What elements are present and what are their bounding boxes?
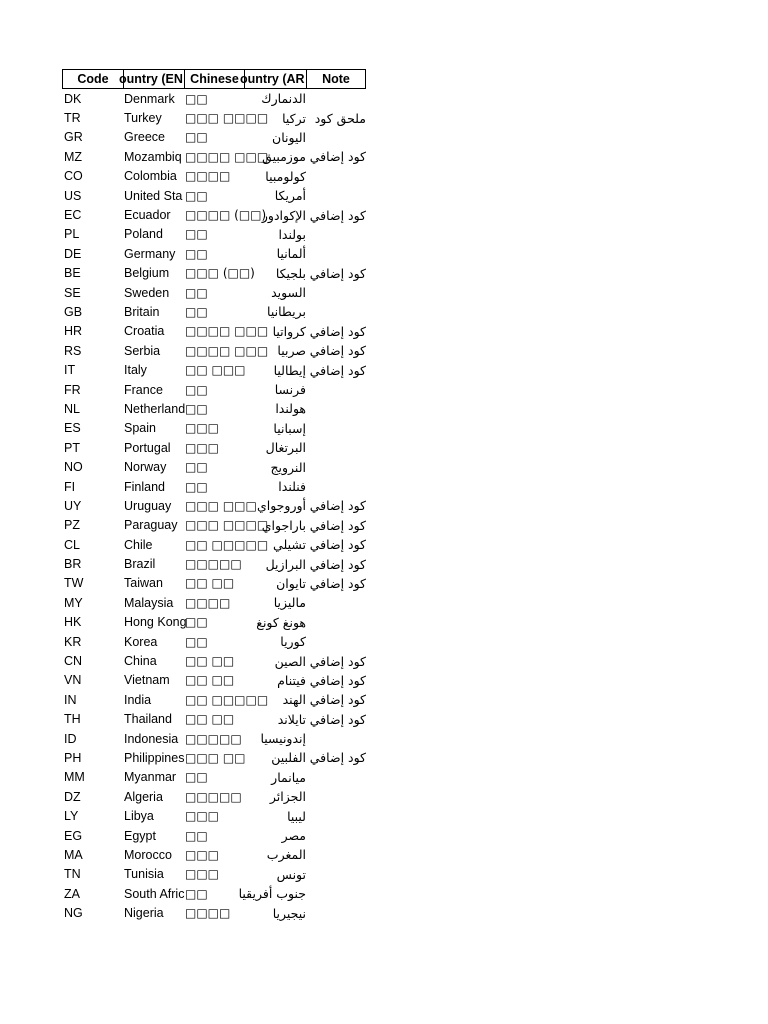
cell-country-ar: ألمانيا bbox=[276, 246, 306, 262]
table-row bbox=[62, 380, 366, 399]
cell-chinese: □□□ bbox=[185, 867, 220, 882]
cell-country-en: Finland bbox=[124, 479, 165, 494]
cell-country-ar: الجزائر bbox=[269, 789, 306, 805]
table-row bbox=[62, 89, 366, 108]
table-row bbox=[62, 399, 366, 418]
cell-country-ar: تركيا bbox=[282, 110, 306, 126]
cell-country-ar: إندونيسيا bbox=[260, 731, 306, 747]
cell-country-en: Turkey bbox=[124, 111, 162, 126]
cell-country-ar: باراجواي bbox=[261, 517, 306, 533]
cell-country-ar: تشيلي bbox=[273, 537, 306, 553]
table-row bbox=[62, 535, 366, 554]
cell-code: CN bbox=[64, 654, 83, 669]
cell-note: كود إضافي bbox=[309, 575, 366, 591]
cell-country-ar: فنلندا bbox=[278, 479, 306, 494]
cell-country-en: France bbox=[124, 382, 163, 397]
table-row bbox=[62, 671, 366, 690]
cell-country-ar: ماليزيا bbox=[273, 595, 306, 611]
cell-country-en: Nigeria bbox=[124, 906, 164, 921]
cell-chinese: □□□□ bbox=[185, 906, 231, 921]
table-row bbox=[62, 768, 366, 787]
cell-country-en: Croatia bbox=[124, 324, 165, 339]
cell-country-en: Poland bbox=[124, 227, 163, 242]
cell-code: UY bbox=[64, 498, 82, 513]
table-row bbox=[62, 903, 366, 922]
cell-code: ZA bbox=[64, 886, 80, 901]
cell-country-en: South Afric bbox=[124, 886, 185, 901]
table-row bbox=[62, 806, 366, 825]
cell-chinese: □□□□ bbox=[185, 169, 231, 184]
table-row bbox=[62, 167, 366, 186]
cell-chinese: □□□□ □□□ bbox=[185, 149, 269, 164]
table-row bbox=[62, 729, 366, 748]
cell-country-en: Chile bbox=[124, 537, 153, 552]
cell-code: VN bbox=[64, 673, 82, 688]
cell-code: NG bbox=[64, 906, 83, 921]
cell-country-en: India bbox=[124, 692, 152, 707]
cell-code: KR bbox=[64, 634, 82, 649]
table-row bbox=[62, 128, 366, 147]
cell-chinese: □□□ □□□ bbox=[185, 498, 257, 513]
table-row bbox=[62, 225, 366, 244]
cell-country-ar: إيطاليا bbox=[273, 362, 306, 378]
cell-country-ar: كرواتيا bbox=[272, 323, 306, 339]
cell-note: كود إضافي bbox=[309, 556, 366, 572]
cell-code: CL bbox=[64, 537, 80, 552]
cell-country-en: Denmark bbox=[124, 91, 175, 106]
table-body bbox=[62, 89, 366, 923]
cell-code: ID bbox=[64, 731, 77, 746]
cell-country-en: Libya bbox=[124, 809, 154, 824]
cell-chinese: □□ □□□□□ bbox=[185, 692, 269, 707]
cell-country-en: Mozambiq bbox=[124, 149, 182, 164]
cell-code: BR bbox=[64, 557, 82, 572]
cell-code: MY bbox=[64, 595, 83, 610]
cell-note: ملحق كود bbox=[314, 110, 366, 126]
cell-country-en: Taiwan bbox=[124, 576, 163, 591]
cell-country-ar: جنوب أفريقيا bbox=[238, 886, 306, 902]
cell-chinese: □□ □□ bbox=[185, 654, 235, 669]
table-row bbox=[62, 147, 366, 166]
cell-country-en: United Sta bbox=[124, 188, 183, 203]
cell-note: كود إضافي bbox=[309, 672, 366, 688]
table-row bbox=[62, 865, 366, 884]
cell-country-ar: ميانمار bbox=[271, 769, 306, 785]
header-country-ar: ountry (AR bbox=[244, 69, 306, 89]
cell-country-en: Greece bbox=[124, 130, 165, 145]
table-row bbox=[62, 186, 366, 205]
cell-chinese: □□ □□□□□ bbox=[185, 537, 269, 552]
cell-country-en: Tunisia bbox=[124, 867, 164, 882]
cell-country-en: Brazil bbox=[124, 557, 156, 572]
cell-note: كود إضافي bbox=[309, 265, 366, 281]
cell-chinese: □□□ bbox=[185, 440, 220, 455]
cell-note: كود إضافي bbox=[309, 692, 366, 708]
cell-country-ar: فرنسا bbox=[274, 382, 306, 398]
cell-note: كود إضافي bbox=[309, 750, 366, 766]
cell-code: HR bbox=[64, 324, 83, 339]
cell-chinese: □□ bbox=[185, 246, 208, 261]
cell-country-ar: أوروجواي bbox=[256, 498, 306, 514]
table-row bbox=[62, 613, 366, 632]
cell-code: NO bbox=[64, 460, 83, 475]
table-header-row bbox=[62, 69, 366, 89]
table-row bbox=[62, 826, 366, 845]
cell-country-en: Italy bbox=[124, 363, 147, 378]
cell-country-en: Spain bbox=[124, 421, 156, 436]
cell-code: TW bbox=[64, 576, 84, 591]
cell-note: كود إضافي bbox=[309, 498, 366, 514]
table-row bbox=[62, 574, 366, 593]
cell-country-en: Korea bbox=[124, 634, 158, 649]
cell-country-ar: النرويج bbox=[270, 459, 306, 475]
table-row bbox=[62, 845, 366, 864]
cell-chinese: □□ □□□ bbox=[185, 363, 246, 378]
country-code-table bbox=[62, 69, 366, 923]
cell-code: FI bbox=[64, 479, 76, 494]
table-row bbox=[62, 283, 366, 302]
cell-country-ar: السويد bbox=[271, 285, 306, 301]
cell-code: DK bbox=[64, 91, 82, 106]
cell-country-ar: بلجيكا bbox=[275, 265, 306, 281]
header-country-en: ountry (EN bbox=[123, 69, 184, 89]
cell-country-en: Hong Kong bbox=[124, 615, 187, 630]
cell-country-ar: الهند bbox=[282, 692, 306, 708]
cell-country-ar: كوريا bbox=[280, 634, 306, 650]
cell-country-ar: فيتنام bbox=[277, 672, 306, 688]
cell-country-en: Britain bbox=[124, 304, 160, 319]
cell-code: GR bbox=[64, 130, 83, 145]
cell-country-ar: بولندا bbox=[278, 226, 306, 242]
cell-country-en: Malaysia bbox=[124, 595, 174, 610]
cell-note: كود إضافي bbox=[309, 517, 366, 533]
cell-code: PH bbox=[64, 750, 82, 765]
cell-note: كود إضافي bbox=[309, 207, 366, 223]
table-row bbox=[62, 690, 366, 709]
cell-country-ar: بريطانيا bbox=[267, 304, 306, 320]
cell-code: RS bbox=[64, 343, 82, 358]
cell-code: IN bbox=[64, 692, 77, 707]
cell-country-en: Myanmar bbox=[124, 770, 177, 785]
cell-country-ar: كولومبيا bbox=[265, 168, 306, 184]
cell-country-ar: مصر bbox=[281, 828, 306, 844]
cell-country-ar: أمريكا bbox=[274, 188, 306, 204]
cell-note: كود إضافي bbox=[309, 323, 366, 339]
cell-country-en: China bbox=[124, 654, 157, 669]
cell-code: US bbox=[64, 188, 82, 203]
cell-code: SE bbox=[64, 285, 81, 300]
cell-chinese: □□ bbox=[185, 460, 208, 475]
cell-chinese: □□ bbox=[185, 770, 208, 785]
cell-country-ar: إسبانيا bbox=[273, 420, 306, 436]
cell-chinese: □□□ □□□□ bbox=[185, 111, 269, 126]
cell-code: FR bbox=[64, 382, 81, 397]
cell-chinese: □□ bbox=[185, 304, 208, 319]
cell-chinese: □□□ bbox=[185, 421, 220, 436]
cell-code: PZ bbox=[64, 518, 80, 533]
table-row bbox=[62, 302, 366, 321]
cell-code: HK bbox=[64, 615, 82, 630]
cell-chinese: □□ bbox=[185, 130, 208, 145]
header-note: Note bbox=[306, 69, 366, 89]
cell-country-ar: المغرب bbox=[266, 847, 306, 863]
cell-country-en: Germany bbox=[124, 246, 176, 261]
cell-country-ar: اليونان bbox=[272, 129, 306, 145]
table-row bbox=[62, 884, 366, 903]
cell-chinese: □□ bbox=[185, 227, 208, 242]
table-row bbox=[62, 787, 366, 806]
cell-country-ar: البرازيل bbox=[265, 556, 306, 572]
cell-code: DE bbox=[64, 246, 82, 261]
cell-note: كود إضافي bbox=[309, 711, 366, 727]
table-row bbox=[62, 360, 366, 379]
table-row bbox=[62, 108, 366, 127]
table-row bbox=[62, 457, 366, 476]
table-row bbox=[62, 748, 366, 767]
cell-code: MA bbox=[64, 847, 83, 862]
cell-country-en: Ecuador bbox=[124, 208, 171, 223]
table-row bbox=[62, 205, 366, 224]
cell-code: MZ bbox=[64, 149, 83, 164]
cell-chinese: □□□ bbox=[185, 809, 220, 824]
cell-chinese: □□ bbox=[185, 886, 208, 901]
cell-country-en: Belgium bbox=[124, 266, 170, 281]
cell-country-en: Sweden bbox=[124, 285, 170, 300]
cell-chinese: □□ bbox=[185, 188, 208, 203]
cell-country-ar: ليبيا bbox=[287, 808, 306, 824]
cell-chinese: □□ bbox=[185, 828, 208, 843]
cell-chinese: □□□□□ bbox=[185, 789, 242, 804]
cell-code: TH bbox=[64, 712, 81, 727]
cell-chinese: □□□□ (□□) bbox=[185, 208, 267, 223]
cell-country-en: Portugal bbox=[124, 440, 171, 455]
table-row bbox=[62, 419, 366, 438]
cell-code: MM bbox=[64, 770, 85, 785]
cell-country-en: Uruguay bbox=[124, 498, 172, 513]
cell-country-en: Norway bbox=[124, 460, 167, 475]
cell-code: CO bbox=[64, 169, 83, 184]
cell-code: BE bbox=[64, 266, 81, 281]
cell-note: كود إضافي bbox=[309, 149, 366, 165]
cell-chinese: □□ bbox=[185, 91, 208, 106]
cell-country-ar: هولندا bbox=[275, 401, 306, 417]
table-row bbox=[62, 477, 366, 496]
cell-country-en: Colombia bbox=[124, 169, 177, 184]
cell-chinese: □□□ □□□□ bbox=[185, 518, 269, 533]
cell-chinese: □□ bbox=[185, 479, 208, 494]
cell-code: EG bbox=[64, 828, 83, 843]
cell-chinese: □□ bbox=[185, 382, 208, 397]
cell-chinese: □□ bbox=[185, 615, 208, 630]
table-row bbox=[62, 264, 366, 283]
cell-country-en: Thailand bbox=[124, 712, 172, 727]
cell-country-en: Philippines bbox=[124, 750, 185, 765]
cell-country-ar: الصين bbox=[274, 653, 306, 669]
cell-country-en: Vietnam bbox=[124, 673, 170, 688]
cell-chinese: □□ bbox=[185, 634, 208, 649]
cell-code: TN bbox=[64, 867, 81, 882]
table-row bbox=[62, 554, 366, 573]
cell-country-en: Egypt bbox=[124, 828, 156, 843]
table-row bbox=[62, 516, 366, 535]
cell-chinese: □□□□ □□□ bbox=[185, 324, 269, 339]
cell-country-ar: البرتغال bbox=[265, 440, 306, 456]
cell-chinese: □□ □□ bbox=[185, 712, 235, 727]
table-row bbox=[62, 710, 366, 729]
cell-code: IT bbox=[64, 363, 76, 378]
cell-note: كود إضافي bbox=[309, 537, 366, 553]
cell-country-ar: تايلاند bbox=[277, 711, 306, 727]
cell-note: كود إضافي bbox=[309, 653, 366, 669]
cell-country-en: Paraguay bbox=[124, 518, 178, 533]
cell-country-en: Algeria bbox=[124, 789, 163, 804]
cell-chinese: □□□ bbox=[185, 847, 220, 862]
cell-code: LY bbox=[64, 809, 79, 824]
table-row bbox=[62, 244, 366, 263]
cell-country-ar: الدنمارك bbox=[261, 91, 306, 107]
table-row bbox=[62, 593, 366, 612]
cell-chinese: □□□□ □□□ bbox=[185, 343, 269, 358]
cell-chinese: □□□□□ bbox=[185, 557, 242, 572]
cell-code: NL bbox=[64, 401, 80, 416]
table-row bbox=[62, 651, 366, 670]
cell-country-ar: نيجيريا bbox=[272, 905, 306, 921]
cell-chinese: □□ □□ bbox=[185, 576, 235, 591]
table-row bbox=[62, 496, 366, 515]
cell-chinese: □□ bbox=[185, 285, 208, 300]
cell-country-ar: تايوان bbox=[276, 575, 306, 591]
cell-code: ES bbox=[64, 421, 81, 436]
cell-chinese: □□ □□ bbox=[185, 673, 235, 688]
table-row bbox=[62, 632, 366, 651]
cell-chinese: □□□ (□□) bbox=[185, 266, 255, 281]
cell-country-ar: موزمبيق bbox=[262, 149, 306, 165]
table-row bbox=[62, 438, 366, 457]
cell-country-en: Netherland bbox=[124, 401, 186, 416]
cell-country-ar: هونغ كونغ bbox=[256, 614, 306, 630]
cell-note: كود إضافي bbox=[309, 343, 366, 359]
cell-code: EC bbox=[64, 208, 82, 223]
cell-country-ar: تونس bbox=[276, 866, 306, 882]
cell-country-en: Morocco bbox=[124, 847, 172, 862]
cell-country-en: Indonesia bbox=[124, 731, 179, 746]
table-row bbox=[62, 341, 366, 360]
cell-code: GB bbox=[64, 304, 83, 319]
cell-code: PT bbox=[64, 440, 80, 455]
cell-note: كود إضافي bbox=[309, 362, 366, 378]
cell-country-ar: الإكوادور bbox=[261, 207, 306, 223]
cell-chinese: □□□ □□ bbox=[185, 750, 246, 765]
cell-code: TR bbox=[64, 111, 81, 126]
cell-code: PL bbox=[64, 227, 80, 242]
cell-chinese: □□□□ bbox=[185, 595, 231, 610]
cell-chinese: □□□□□ bbox=[185, 731, 242, 746]
cell-country-ar: صربيا bbox=[277, 343, 306, 359]
cell-country-en: Serbia bbox=[124, 343, 161, 358]
header-code: Code bbox=[62, 69, 123, 89]
header-chinese: Chinese bbox=[184, 69, 244, 89]
cell-code: DZ bbox=[64, 789, 81, 804]
cell-country-ar: الفلبين bbox=[271, 750, 306, 766]
cell-chinese: □□ bbox=[185, 401, 208, 416]
table-row bbox=[62, 322, 366, 341]
